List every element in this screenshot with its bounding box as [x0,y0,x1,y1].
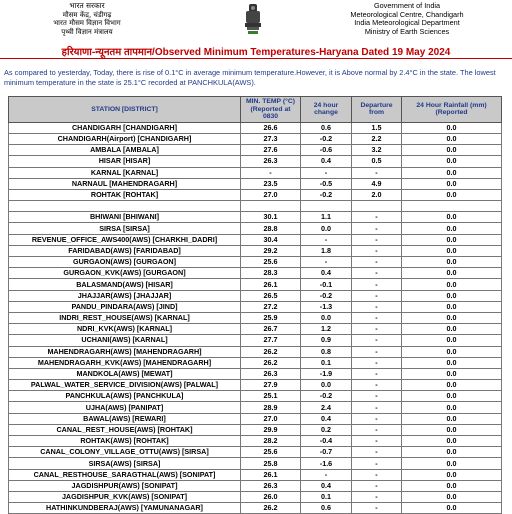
cell-change: -1.6 [301,458,352,469]
cell-rainfall: 0.0 [402,402,502,413]
column-header-departure: Departure from [352,97,402,123]
table-row [9,301,502,312]
cell-station: BHIWANI [BHIWANI] [9,212,241,223]
cell-departure: - [352,458,402,469]
cell-departure: - [352,234,402,245]
temperature-table-container [8,96,508,514]
cell-departure: - [352,167,402,178]
cell-min-temp: 27.3 [241,133,301,144]
cell-rainfall: 0.0 [402,458,502,469]
table-row [9,368,502,379]
cell-min-temp: 27.7 [241,335,301,346]
table-row [9,178,502,189]
cell-station: HISAR [HISAR] [9,156,241,167]
table-row [9,324,502,335]
cell-rainfall: 0.0 [402,346,502,357]
cell-change: -1.9 [301,368,352,379]
cell-min-temp: 28.3 [241,268,301,279]
table-row [9,234,502,245]
cell-departure: - [352,357,402,368]
cell-min-temp: 26.2 [241,346,301,357]
cell-station: SIRSA(AWS) [SIRSA] [9,458,241,469]
cell-rainfall: 0.0 [402,145,502,156]
table-row [9,346,502,357]
cell-rainfall: 0.0 [402,480,502,491]
cell-departure: - [352,346,402,357]
cell-min-temp: 27.0 [241,413,301,424]
cell-station: JAGDISHPUR(AWS) [SONIPAT] [9,480,241,491]
cell-rainfall: 0.0 [402,312,502,323]
cell-station: CANAL_REST_HOUSE(AWS) [ROHTAK] [9,424,241,435]
cell-departure: - [352,279,402,290]
cell-station: MANDKOLA(AWS) [MEWAT] [9,368,241,379]
table-row [9,436,502,447]
cell-station: GURGAON(AWS) [GURGAON] [9,257,241,268]
cell-departure: - [352,380,402,391]
cell-departure: - [352,368,402,379]
cell-rainfall: 0.0 [402,391,502,402]
column-header-rainfall: 24 Hour Rainfall (mm) (Reported [402,97,502,123]
cell-rainfall: 0.0 [402,279,502,290]
cell-rainfall: 0.0 [402,167,502,178]
cell-min-temp: 27.9 [241,380,301,391]
cell-station: BALASMAND(AWS) [HISAR] [9,279,241,290]
table-header-row [9,97,502,123]
cell-rainfall: 0.0 [402,413,502,424]
cell-change: -1.3 [301,301,352,312]
cell-station: CANAL_RESTHOUSE_SARAGTHAL(AWS) [SONIPAT] [9,469,241,480]
cell-station: JHAJJAR(AWS) [JHAJJAR] [9,290,241,301]
cell-change: 0.4 [301,156,352,167]
cell-change: 0.9 [301,335,352,346]
cell-rainfall: 0.0 [402,245,502,256]
column-header-change: 24 hour change [301,97,352,123]
cell-departure: - [352,268,402,279]
cell-change: -0.2 [301,189,352,200]
cell-change: - [301,234,352,245]
cell-change: 0.0 [301,380,352,391]
cell-rainfall: 0.0 [402,503,502,514]
cell-change: - [301,167,352,178]
cell-departure: - [352,290,402,301]
column-header-min-temp: MIN. TEMP (°C) (Reported at 0830 [241,97,301,123]
cell-min-temp: 28.8 [241,223,301,234]
table-body [9,122,502,514]
cell-departure: 2.2 [352,133,402,144]
table-row [9,201,502,212]
cell-change: -0.6 [301,145,352,156]
cell-departure: 1.5 [352,122,402,133]
table-row [9,245,502,256]
cell-station: NARNAUL [MAHENDRAGARH] [9,178,241,189]
table-row [9,503,502,514]
table-row [9,167,502,178]
cell-min-temp: 28.2 [241,436,301,447]
cell-change: 0.8 [301,346,352,357]
cell-departure: 3.2 [352,145,402,156]
cell-rainfall: 0.0 [402,491,502,502]
cell-min-temp: 25.8 [241,458,301,469]
cell-min-temp: 27.6 [241,145,301,156]
cell-station: CHANDIGARH(Airport) [CHANDIGARH] [9,133,241,144]
letterhead [0,0,512,40]
table-row [9,424,502,435]
cell-rainfall: 0.0 [402,257,502,268]
cell-min-temp: 26.6 [241,122,301,133]
table-row [9,156,502,167]
cell-min-temp: 26.3 [241,368,301,379]
table-row [9,491,502,502]
cell-min-temp: 26.2 [241,503,301,514]
cell-station: PANDU_PINDARA(AWS) [JIND] [9,301,241,312]
cell-departure: - [352,257,402,268]
cell-station: CHANDIGARH [CHANDIGARH] [9,122,241,133]
cell-change: 0.1 [301,491,352,502]
table-row [9,458,502,469]
cell-station [9,201,241,212]
cell-min-temp [241,201,301,212]
cell-departure: - [352,413,402,424]
english-line: Ministry of Earth Sciences [364,26,450,36]
cell-station: HATHINKUNDBERAJ(AWS) [YAMUNANAGAR] [9,503,241,514]
cell-rainfall: 0.0 [402,212,502,223]
cell-station: PALWAL_WATER_SERVICE_DIVISION(AWS) [PALWAL] [9,380,241,391]
cell-departure: - [352,335,402,346]
cell-min-temp: 30.1 [241,212,301,223]
table-row [9,223,502,234]
table-row [9,402,502,413]
cell-change: -0.2 [301,391,352,402]
cell-station: KARNAL [KARNAL] [9,167,241,178]
cell-departure: 2.0 [352,189,402,200]
column-header-station: STATION [DISTRICT] [9,97,241,123]
cell-station: UCHANI(AWS) [KARNAL] [9,335,241,346]
summary-text: As compared to yesterday, Today, there is rise of 0.1°C in average minimum temperature.However, it is Above normal by 2.4°C in the state. The lowest minimum temperature in the state is 25.1°C recorded at PANCHKULA(AWS). [4,68,496,87]
cell-rainfall: 0.0 [402,178,502,189]
cell-rainfall: 0.0 [402,447,502,458]
cell-departure: - [352,301,402,312]
cell-rainfall: 0.0 [402,122,502,133]
table-row [9,133,502,144]
cell-rainfall: 0.0 [402,234,502,245]
cell-rainfall: 0.0 [402,335,502,346]
cell-station: JAGDISHPUR_KVK(AWS) [SONIPAT] [9,491,241,502]
cell-min-temp: 28.9 [241,402,301,413]
cell-departure: 0.5 [352,156,402,167]
cell-min-temp: 26.3 [241,480,301,491]
cell-departure: - [352,436,402,447]
cell-departure: - [352,480,402,491]
cell-station: INDRI_REST_HOUSE(AWS) [KARNAL] [9,312,241,323]
cell-min-temp: 26.2 [241,357,301,368]
cell-rainfall: 0.0 [402,301,502,312]
table-row [9,290,502,301]
cell-min-temp: 25.9 [241,312,301,323]
cell-rainfall: 0.0 [402,268,502,279]
cell-change: 0.4 [301,480,352,491]
cell-min-temp: 29.2 [241,245,301,256]
title-divider [0,58,512,59]
cell-min-temp: 23.5 [241,178,301,189]
cell-min-temp: - [241,167,301,178]
english-letterhead [332,2,482,36]
cell-departure: - [352,447,402,458]
table-row [9,189,502,200]
report-title: हरियाणा-न्यूनतम तापमान/Observed Minimum Temperatures-Haryana Dated 19 May 2024 [61,47,451,58]
cell-rainfall: 0.0 [402,436,502,447]
cell-min-temp: 26.1 [241,469,301,480]
cell-station: GURGAON_KVK(AWS) [GURGAON] [9,268,241,279]
cell-change: - [301,257,352,268]
cell-rainfall: 0.0 [402,380,502,391]
cell-rainfall: 0.0 [402,223,502,234]
table-row [9,145,502,156]
hindi-line: भारत सरकार [69,1,105,10]
cell-rainfall: 0.0 [402,469,502,480]
cell-departure [352,201,402,212]
state-emblem-icon [243,2,263,36]
cell-station: BAWAL(AWS) [REWARI] [9,413,241,424]
cell-change: -0.2 [301,133,352,144]
table-row [9,380,502,391]
cell-departure: - [352,402,402,413]
table-row [9,257,502,268]
cell-min-temp: 25.6 [241,447,301,458]
cell-rainfall: 0.0 [402,368,502,379]
table-row [9,447,502,458]
cell-min-temp: 26.0 [241,491,301,502]
table-row [9,122,502,133]
cell-min-temp: 25.6 [241,257,301,268]
cell-departure: - [352,469,402,480]
table-row [9,212,502,223]
cell-station: PANCHKULA(AWS) [PANCHKULA] [9,391,241,402]
table-row [9,413,502,424]
table-row [9,391,502,402]
cell-departure: 4.9 [352,178,402,189]
cell-change: -0.1 [301,279,352,290]
cell-change: 0.4 [301,268,352,279]
cell-change: 0.6 [301,503,352,514]
cell-station: AMBALA [AMBALA] [9,145,241,156]
hindi-letterhead [32,2,142,36]
cell-min-temp: 27.2 [241,301,301,312]
cell-change: 0.1 [301,357,352,368]
cell-change: 2.4 [301,402,352,413]
table-row [9,480,502,491]
cell-min-temp: 26.7 [241,324,301,335]
table-row [9,279,502,290]
cell-departure: - [352,212,402,223]
cell-min-temp: 29.9 [241,424,301,435]
cell-rainfall: 0.0 [402,156,502,167]
cell-change: 0.0 [301,312,352,323]
cell-station: UJHA(AWS) [PANIPAT] [9,402,241,413]
hindi-line: भारत मौसम विज्ञान विभाग [53,19,121,28]
cell-min-temp: 27.0 [241,189,301,200]
cell-change: -0.7 [301,447,352,458]
cell-min-temp: 30.4 [241,234,301,245]
cell-departure: - [352,223,402,234]
table-row [9,268,502,279]
cell-station: ROHTAK [ROHTAK] [9,189,241,200]
cell-departure: - [352,491,402,502]
cell-change: 0.0 [301,223,352,234]
hindi-line: पृथ्वी विज्ञान मंत्रालय [61,27,113,36]
cell-change: 1.8 [301,245,352,256]
cell-departure: - [352,391,402,402]
cell-rainfall: 0.0 [402,189,502,200]
cell-change: - [301,469,352,480]
hindi-line: मौसम केंद्र, चंडीगढ़ [62,10,112,19]
cell-min-temp: 25.1 [241,391,301,402]
cell-change: 1.1 [301,212,352,223]
table-row [9,357,502,368]
cell-change [301,201,352,212]
cell-change: 0.2 [301,424,352,435]
table-row [9,312,502,323]
cell-station: REVENUE_OFFICE_AWS400(AWS) [CHARKHI_DADRI] [9,234,241,245]
cell-station: CANAL_COLONY_VILLAGE_OTTU(AWS) [SIRSA] [9,447,241,458]
cell-change: 1.2 [301,324,352,335]
cell-departure: - [352,324,402,335]
cell-change: 0.4 [301,413,352,424]
cell-departure: - [352,503,402,514]
cell-station: MAHENDRAGARH(AWS) [MAHENDRAGARH] [9,346,241,357]
cell-min-temp: 26.3 [241,156,301,167]
cell-rainfall: 0.0 [402,290,502,301]
cell-station: ROHTAK(AWS) [ROHTAK] [9,436,241,447]
cell-station: MAHENDRAGARH_KVK(AWS) [MAHENDRAGARH] [9,357,241,368]
cell-change: 0.6 [301,122,352,133]
cell-departure: - [352,245,402,256]
table-row [9,469,502,480]
english-line: Government of India [373,1,441,10]
cell-station: SIRSA [SIRSA] [9,223,241,234]
cell-departure: - [352,424,402,435]
cell-min-temp: 26.1 [241,279,301,290]
cell-rainfall: 0.0 [402,424,502,435]
english-line: Meteorological Centre, Chandigarh [350,9,464,19]
cell-rainfall [402,201,502,212]
cell-rainfall: 0.0 [402,324,502,335]
english-line: India Meteorological Department [354,18,460,28]
cell-rainfall: 0.0 [402,133,502,144]
cell-station: FARIDABAD(AWS) [FARIDABAD] [9,245,241,256]
cell-min-temp: 26.5 [241,290,301,301]
cell-change: -0.4 [301,436,352,447]
table-row [9,335,502,346]
cell-departure: - [352,312,402,323]
cell-station: NDRI_KVK(AWS) [KARNAL] [9,324,241,335]
cell-change: -0.5 [301,178,352,189]
temperature-table [8,96,502,514]
cell-change: -0.2 [301,290,352,301]
cell-rainfall: 0.0 [402,357,502,368]
